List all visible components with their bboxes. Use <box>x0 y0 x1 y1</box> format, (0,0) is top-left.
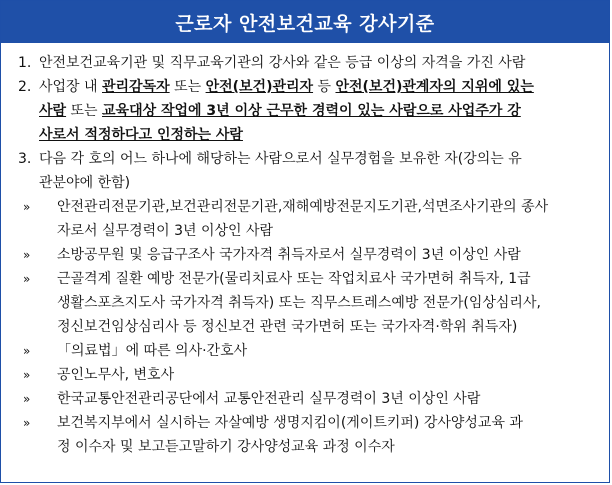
sub-criteria-item <box>1 243 609 267</box>
sub-item-line: 공인노무사, 변호사 <box>57 367 175 383</box>
item-line <box>39 75 595 99</box>
sub-item-line: 안전관리전문기관,보건관리전문기관,재해예방전문지도기관,석면조사기관의 종사 <box>57 199 549 215</box>
item-number: 1. <box>18 55 32 71</box>
double-chevron-icon: » <box>23 248 31 262</box>
double-chevron-icon: » <box>23 416 31 430</box>
criteria-list <box>1 51 609 459</box>
sub-criteria-item <box>1 267 609 339</box>
criteria-item <box>1 147 609 195</box>
item-text: 관분야에 한함) <box>39 175 131 191</box>
sub-criteria-item <box>1 363 609 387</box>
page-title <box>1 1 609 43</box>
emphasized-text: 사람 <box>39 103 67 119</box>
item-text: 사업장 내 <box>39 79 102 95</box>
emphasized-text: 안전(보건)관리자 <box>205 79 314 95</box>
item-line <box>39 147 595 171</box>
page-title-text: 근로자 안전보건교육 강사기준 <box>175 12 435 35</box>
item-line <box>39 99 595 123</box>
item-text: 다음 각 호의 어느 하나에 해당하는 사람으로서 실무경험을 보유한 자(강의는 유 <box>39 151 522 167</box>
item-number: 3. <box>18 151 32 167</box>
sub-criteria-item <box>1 411 609 459</box>
emphasized-text: 관리감독자 <box>102 79 170 95</box>
emphasized-text: 교육대상 작업에 3년 이상 근무한 경력이 있는 사람으로 사업주가 강 <box>102 103 521 119</box>
sub-item-line: 정 이수자 및 보고듣고말하기 강사양성교육 과정 이수자 <box>57 439 395 455</box>
sub-item-line: 「의료법」에 따른 의사·간호사 <box>57 343 248 359</box>
double-chevron-icon: » <box>23 200 31 214</box>
item-text: 안전보건교육기관 및 직무교육기관의 강사와 같은 등급 이상의 자격을 가진 사람 <box>39 55 526 71</box>
sub-criteria-item <box>1 195 609 243</box>
item-text: 등 <box>313 79 336 95</box>
emphasized-text: 안전(보건)관계자의 지위에 있는 <box>335 79 534 95</box>
emphasized-text: 사로서 적정하다고 인정하는 사람 <box>39 127 243 143</box>
item-line <box>39 123 595 147</box>
sub-item-line: 한국교통안전관리공단에서 교통안전관리 실무경력이 3년 이상인 사람 <box>57 391 481 407</box>
criteria-item <box>1 51 609 75</box>
double-chevron-icon: » <box>23 392 31 406</box>
double-chevron-icon: » <box>23 344 31 358</box>
sub-item-line: 생활스포츠지도사 국가자격 취득자) 또는 직무스트레스예방 전문가(임상심리사, <box>57 295 541 311</box>
sub-item-line: 근골격계 질환 예방 전문가(물리치료사 또는 작업치료사 국가면허 취득자, 1급 <box>57 271 531 287</box>
sub-item-line: 소방공무원 및 응급구조사 국가자격 취득자로서 실무경력이 3년 이상인 사람 <box>57 247 521 263</box>
criteria-item <box>1 75 609 147</box>
sub-criteria-item <box>1 387 609 411</box>
sub-item-line: 보건복지부에서 실시하는 자살예방 생명지킴이(게이트키퍼) 강사양성교육 과 <box>57 415 523 431</box>
double-chevron-icon: » <box>23 368 31 382</box>
sub-criteria-item <box>1 339 609 363</box>
sub-item-line: 정신보건임상심리사 등 정신보건 관련 국가면허 또는 국가자격·학위 취득자) <box>57 319 518 335</box>
sub-item-line: 자로서 실무경력이 3년 이상인 사람 <box>57 223 274 239</box>
item-text: 또는 <box>169 79 206 95</box>
double-chevron-icon: » <box>23 272 31 286</box>
item-line <box>39 171 595 195</box>
item-line <box>39 51 595 75</box>
item-number: 2. <box>18 79 32 95</box>
item-text: 또는 <box>66 103 103 119</box>
